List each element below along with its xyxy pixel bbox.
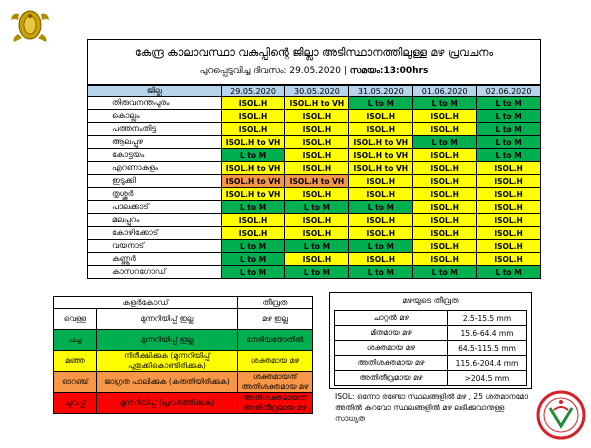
forecast-cell: L to M (477, 123, 541, 136)
forecast-header-row (88, 86, 541, 97)
date-header: 02.06.2020 (477, 86, 541, 97)
isol-note: ISOL: ഒന്നോ രണ്ടോ സ്ഥലങ്ങളിൽ മഴ , 25 ശതമാനമോ അതിൽ കുറവോ സ്ഥലങ്ങളിൽ മഴ ലഭിക്കുവാനുള്ള സാധ്യത (335, 392, 529, 423)
forecast-cell: ISOL.H (477, 188, 541, 201)
time-value: 13:00hrs (383, 66, 429, 76)
forecast-cell: ISOL.H (477, 201, 541, 214)
intensity-label: അതിതീവ്രമായ മഴ (335, 371, 448, 386)
legend-code: ഓറഞ്ച് (54, 372, 97, 393)
forecast-cell: ISOL.H (349, 123, 413, 136)
date-header: 30.05.2020 (285, 86, 349, 97)
forecast-cell: ISOL.H to VH (349, 149, 413, 162)
intensity-row (335, 341, 527, 356)
forecast-cell: ISOL.H (221, 97, 285, 110)
forecast-cell: ISOL.H (413, 110, 477, 123)
forecast-cell: ISOL.H to VH (221, 188, 285, 201)
forecast-cell: L to M (285, 240, 349, 253)
forecast-cell: ISOL.H (477, 253, 541, 266)
forecast-title: കേന്ദ്ര കാലാവസ്ഥാ വകുപ്പിന്റെ ജില്ലാ അടിസ്ഥാനത്തിലുള്ള മഴ പ്രവചനം (134, 46, 494, 59)
intensity-label: മിതമായ മഴ (335, 326, 448, 341)
forecast-row (88, 97, 541, 110)
forecast-cell: ISOL.H to VH (349, 136, 413, 149)
forecast-cell: L to M (221, 266, 285, 279)
intensity-row (335, 326, 527, 341)
legend-meaning: മുന്നറിയിപ്പ് (പ്രവർത്തിക്കുക) (97, 393, 238, 414)
forecast-cell: ISOL.H (477, 175, 541, 188)
date-header: 29.05.2020 (221, 86, 285, 97)
forecast-cell: ISOL.H to VH (285, 97, 349, 110)
imd-logo-icon (536, 390, 586, 440)
forecast-row (88, 214, 541, 227)
kerala-emblem-icon (8, 6, 52, 44)
forecast-row (88, 240, 541, 253)
district-name: വയനാട് (88, 240, 222, 253)
forecast-row (88, 123, 541, 136)
forecast-row (88, 188, 541, 201)
district-name: പാലക്കാട് (88, 201, 222, 214)
forecast-cell: L to M (349, 266, 413, 279)
forecast-cell: ISOL.H (477, 240, 541, 253)
forecast-cell: ISOL.H (285, 188, 349, 201)
forecast-cell: ISOL.H (349, 188, 413, 201)
intensity-range: 64.5-115.5 mm (448, 341, 527, 356)
issued-label: പുറപ്പെടുവിച്ച ദിവസം: (199, 66, 287, 76)
forecast-row (88, 175, 541, 188)
forecast-cell: L to M (221, 149, 285, 162)
forecast-cell: L to M (349, 97, 413, 110)
district-name: കൊല്ലം (88, 110, 222, 123)
rain-intensity-title: മഴയുടെ തീവ്രത (402, 296, 459, 305)
forecast-cell: ISOL.H (285, 253, 349, 266)
forecast-cell: ISOL.H (221, 110, 285, 123)
forecast-cell: ISOL.H (349, 253, 413, 266)
legend-intensity: ശക്തമായത് അതിശക്തമായ മഴ (238, 372, 313, 393)
district-name: മലപ്പുറം (88, 214, 222, 227)
forecast-cell: ISOL.H (413, 149, 477, 162)
legend-meaning: നിരീക്ഷിക്കുക (മുന്നറിയിപ്പ് പുതുക്കികൊണ്ടിരിക്കുക) (97, 351, 238, 372)
legend-row (54, 393, 313, 414)
forecast-header (87, 39, 541, 85)
district-name: കോഴിക്കോട് (88, 227, 222, 240)
intensity-label: ചാറ്റൽ മഴ (335, 311, 448, 326)
legend-row (54, 309, 313, 330)
forecast-cell: ISOL.H (413, 188, 477, 201)
intensity-row (335, 371, 527, 386)
rain-intensity-table (334, 310, 527, 386)
forecast-cell: ISOL.H (285, 227, 349, 240)
legend-row (54, 372, 313, 393)
legend-intensity-header: തീവ്രത (238, 297, 313, 309)
date-header: 01.06.2020 (413, 86, 477, 97)
forecast-cell: ISOL.H (413, 240, 477, 253)
forecast-cell: ISOL.H (413, 123, 477, 136)
forecast-cell: ISOL.H (285, 214, 349, 227)
forecast-row (88, 227, 541, 240)
forecast-cell: ISOL.H (413, 201, 477, 214)
intensity-range: 15.6-64.4 mm (448, 326, 527, 341)
forecast-cell: L to M (285, 201, 349, 214)
district-name: തൃശ്ശൂർ (88, 188, 222, 201)
forecast-cell: ISOL.H (349, 175, 413, 188)
forecast-cell: ISOL.H (285, 123, 349, 136)
intensity-range: 2.5-15.5 mm (448, 311, 527, 326)
forecast-table (87, 85, 541, 279)
forecast-cell: L to M (477, 110, 541, 123)
legend-row (54, 330, 313, 351)
legend-row (54, 351, 313, 372)
legend-colorcode-header: കളർകോഡ് (54, 297, 238, 309)
intensity-range: 115.6-204.4 mm (448, 356, 527, 371)
forecast-cell: ISOL.H (285, 110, 349, 123)
forecast-cell: ISOL.H (477, 214, 541, 227)
legend-code: പച്ച (54, 330, 97, 351)
forecast-cell: L to M (477, 136, 541, 149)
color-code-legend (53, 296, 313, 414)
forecast-cell: ISOL.H (413, 214, 477, 227)
forecast-cell: ISOL.H (221, 227, 285, 240)
forecast-cell: L to M (285, 266, 349, 279)
forecast-cell: ISOL.H (221, 123, 285, 136)
forecast-cell: L to M (413, 97, 477, 110)
district-name: പത്തനംതിട്ട (88, 123, 222, 136)
forecast-cell: ISOL.H (413, 162, 477, 175)
forecast-row (88, 162, 541, 175)
district-column-header: ജില്ല (88, 86, 222, 97)
forecast-cell: L to M (349, 201, 413, 214)
forecast-row (88, 149, 541, 162)
district-name: ഇടുക്കി (88, 175, 222, 188)
legend-code: വെള്ള (54, 309, 97, 330)
forecast-cell: ISOL.H to VH (285, 175, 349, 188)
forecast-cell: L to M (221, 201, 285, 214)
intensity-label: അതിശക്തമായ മഴ (335, 356, 448, 371)
issued-line: പുറപ്പെടുവിച്ച ദിവസം: 29.05.2020 | സമയം:13:00hrs (199, 66, 429, 76)
intensity-label: ശക്തമായ മഴ (335, 341, 448, 356)
legend-intensity: അതിശക്തമായത് അതിതീവ്രമായ മഴ (238, 393, 313, 414)
forecast-cell: ISOL.H to VH (221, 136, 285, 149)
legend-intensity: മഴ ഇല്ല (238, 309, 313, 330)
forecast-cell: ISOL.H (349, 214, 413, 227)
issued-date: 29.05.2020 (289, 66, 341, 76)
forecast-cell: ISOL.H (349, 110, 413, 123)
forecast-cell: ISOL.H (285, 149, 349, 162)
legend-meaning: ജാഗ്രത പാലിക്കുക (കരുതിയിരിക്കുക) (97, 372, 238, 393)
intensity-range: >204.5 mm (448, 371, 527, 386)
district-name: തിരുവനന്തപുരം (88, 97, 222, 110)
forecast-cell: ISOL.H to VH (221, 162, 285, 175)
forecast-cell: ISOL.H (477, 162, 541, 175)
legend-meaning: മുന്നറിയിപ്പ് ഇല്ല (97, 330, 238, 351)
district-name: എറണാകുളം (88, 162, 222, 175)
legend-intensity: ശക്തമായ മഴ (238, 351, 313, 372)
legend-code: മഞ്ഞ (54, 351, 97, 372)
district-name: കോട്ടയം (88, 149, 222, 162)
intensity-row (335, 311, 527, 326)
district-name: കണ്ണൂർ (88, 253, 222, 266)
forecast-cell: ISOL.H (413, 253, 477, 266)
forecast-cell: ISOL.H to VH (221, 175, 285, 188)
district-name: ആലപ്പുഴ (88, 136, 222, 149)
forecast-row (88, 136, 541, 149)
forecast-cell: L to M (221, 253, 285, 266)
date-header: 31.05.2020 (349, 86, 413, 97)
forecast-cell: ISOL.H (285, 162, 349, 175)
district-name: കാസറഗോഡ് (88, 266, 222, 279)
forecast-row (88, 201, 541, 214)
forecast-cell: ISOL.H (349, 227, 413, 240)
forecast-cell: L to M (413, 136, 477, 149)
forecast-cell: ISOL.H (221, 214, 285, 227)
intensity-row (335, 356, 527, 371)
forecast-cell: ISOL.H (413, 227, 477, 240)
forecast-cell: ISOL.H (413, 175, 477, 188)
forecast-cell: L to M (349, 240, 413, 253)
legend-header-row (54, 297, 313, 309)
forecast-row (88, 253, 541, 266)
forecast-row (88, 266, 541, 279)
forecast-cell: ISOL.H (477, 227, 541, 240)
forecast-cell: ISOL.H to VH (349, 162, 413, 175)
forecast-cell: L to M (413, 266, 477, 279)
legend-code: ചുവപ്പ് (54, 393, 97, 414)
legend-meaning: മുന്നറിയിപ്പ് ഇല്ല (97, 309, 238, 330)
forecast-cell: L to M (477, 97, 541, 110)
legend-intensity: നേരിയതോതിൽ (238, 330, 313, 351)
time-label: സമയം: (349, 66, 384, 76)
forecast-row (88, 110, 541, 123)
forecast-cell: L to M (221, 240, 285, 253)
forecast-cell: L to M (477, 149, 541, 162)
forecast-cell: L to M (477, 266, 541, 279)
forecast-cell: ISOL.H (285, 136, 349, 149)
